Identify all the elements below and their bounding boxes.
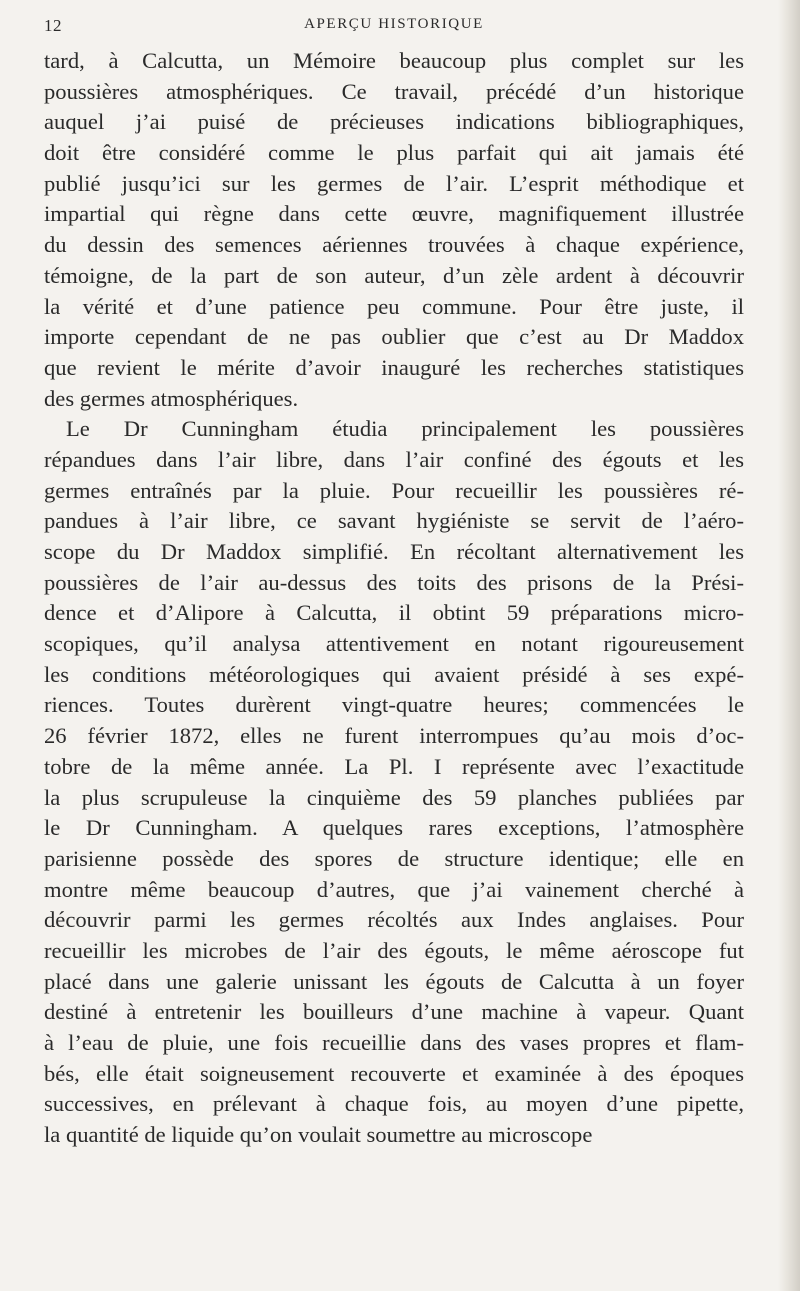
text-line: poussières de l’air au-dessus des toits des prisons de la Prési- xyxy=(44,569,744,595)
text-line: 26 février 1872, elles ne furent interrompues qu’au mois d’oc- xyxy=(44,723,744,749)
text-line: que revient le mérite d’avoir inauguré les recherches statistiques xyxy=(44,354,744,380)
text-line: doit être considéré comme le plus parfait qui ait jamais été xyxy=(44,140,744,166)
text-line: dence et d’Alipore à Calcutta, il obtint 59 préparations micro- xyxy=(44,600,744,626)
text-line: auquel j’ai puisé de précieuses indications bibliographiques, xyxy=(44,109,744,135)
text-line: destiné à entretenir les bouilleurs d’une machine à vapeur. Quant xyxy=(44,999,744,1025)
text-line: répandues dans l’air libre, dans l’air confiné des égouts et les xyxy=(44,446,744,472)
text-line: tard, à Calcutta, un Mémoire beaucoup plus complet sur les xyxy=(44,48,744,73)
text-line: à l’eau de pluie, une fois recueillie dans des vases propres et flam- xyxy=(44,1030,744,1055)
text-line: publié jusqu’ici sur les germes de l’air. L’esprit méthodique et xyxy=(44,170,744,196)
text-line: bés, elle était soigneusement recouverte et examinée à des époques xyxy=(44,1060,744,1086)
text-line: pandues à l’air libre, ce savant hygiéniste se servit de l’aéro- xyxy=(44,508,744,534)
text-line: successives, en prélevant à chaque fois, au moyen d’une pipette, xyxy=(44,1091,744,1117)
text-line: importe cependant de ne pas oublier que c’est au Dr Maddox xyxy=(44,324,744,350)
running-head: APERÇU HISTORIQUE xyxy=(304,16,484,32)
text-line: la plus scrupuleuse la cinquième des 59 planches publiées par xyxy=(44,784,744,810)
page-edge-shadow xyxy=(778,0,800,1291)
text-line: poussières atmosphériques. Ce travail, précédé d’un historique xyxy=(44,78,744,104)
paragraph-start-line: Le Dr Cunningham étudia principalement les poussières xyxy=(66,416,744,442)
text-line: la vérité et d’une patience peu commune. Pour être juste, il xyxy=(44,293,744,319)
text-line: impartial qui règne dans cette œuvre, magnifiquement illustrée xyxy=(44,201,744,227)
text-line: scopiques, qu’il analysa attentivement en notant rigoureusement xyxy=(44,631,744,657)
text-line: du dessin des semences aériennes trouvées à chaque expérience, xyxy=(44,232,744,258)
text-line: la quantité de liquide qu’on voulait soumettre au microscope xyxy=(44,1122,593,1148)
text-line: les conditions météorologiques qui avaient présidé à ses expé- xyxy=(44,661,744,687)
text-line: parisienne possède des spores de structure identique; elle en xyxy=(44,845,744,871)
page-number: 12 xyxy=(44,16,62,35)
text-line: montre même beaucoup d’autres, que j’ai vainement cherché à xyxy=(44,876,744,902)
text-line: recueillir les microbes de l’air des égouts, le même aéroscope fut xyxy=(44,937,744,963)
text-line: riences. Toutes durèrent vingt-quatre heures; commencées le xyxy=(44,692,744,718)
text-line: des germes atmosphériques. xyxy=(44,385,299,411)
text-line: placé dans une galerie unissant les égouts de Calcutta à un foyer xyxy=(44,968,744,994)
text-line: tobre de la même année. La Pl. I représente avec l’exactitude xyxy=(44,753,744,779)
text-line: germes entraînés par la pluie. Pour recueillir les poussières ré- xyxy=(44,477,744,503)
page-header xyxy=(44,10,744,36)
text-line: découvrir parmi les germes récoltés aux Indes anglaises. Pour xyxy=(44,907,744,933)
body-text xyxy=(44,46,744,1151)
text-line: le Dr Cunningham. A quelques rares exceptions, l’atmosphère xyxy=(44,815,744,841)
text-line: scope du Dr Maddox simplifié. En récoltant alternativement les xyxy=(44,539,744,564)
text-line: témoigne, de la part de son auteur, d’un zèle ardent à découvrir xyxy=(44,262,744,288)
